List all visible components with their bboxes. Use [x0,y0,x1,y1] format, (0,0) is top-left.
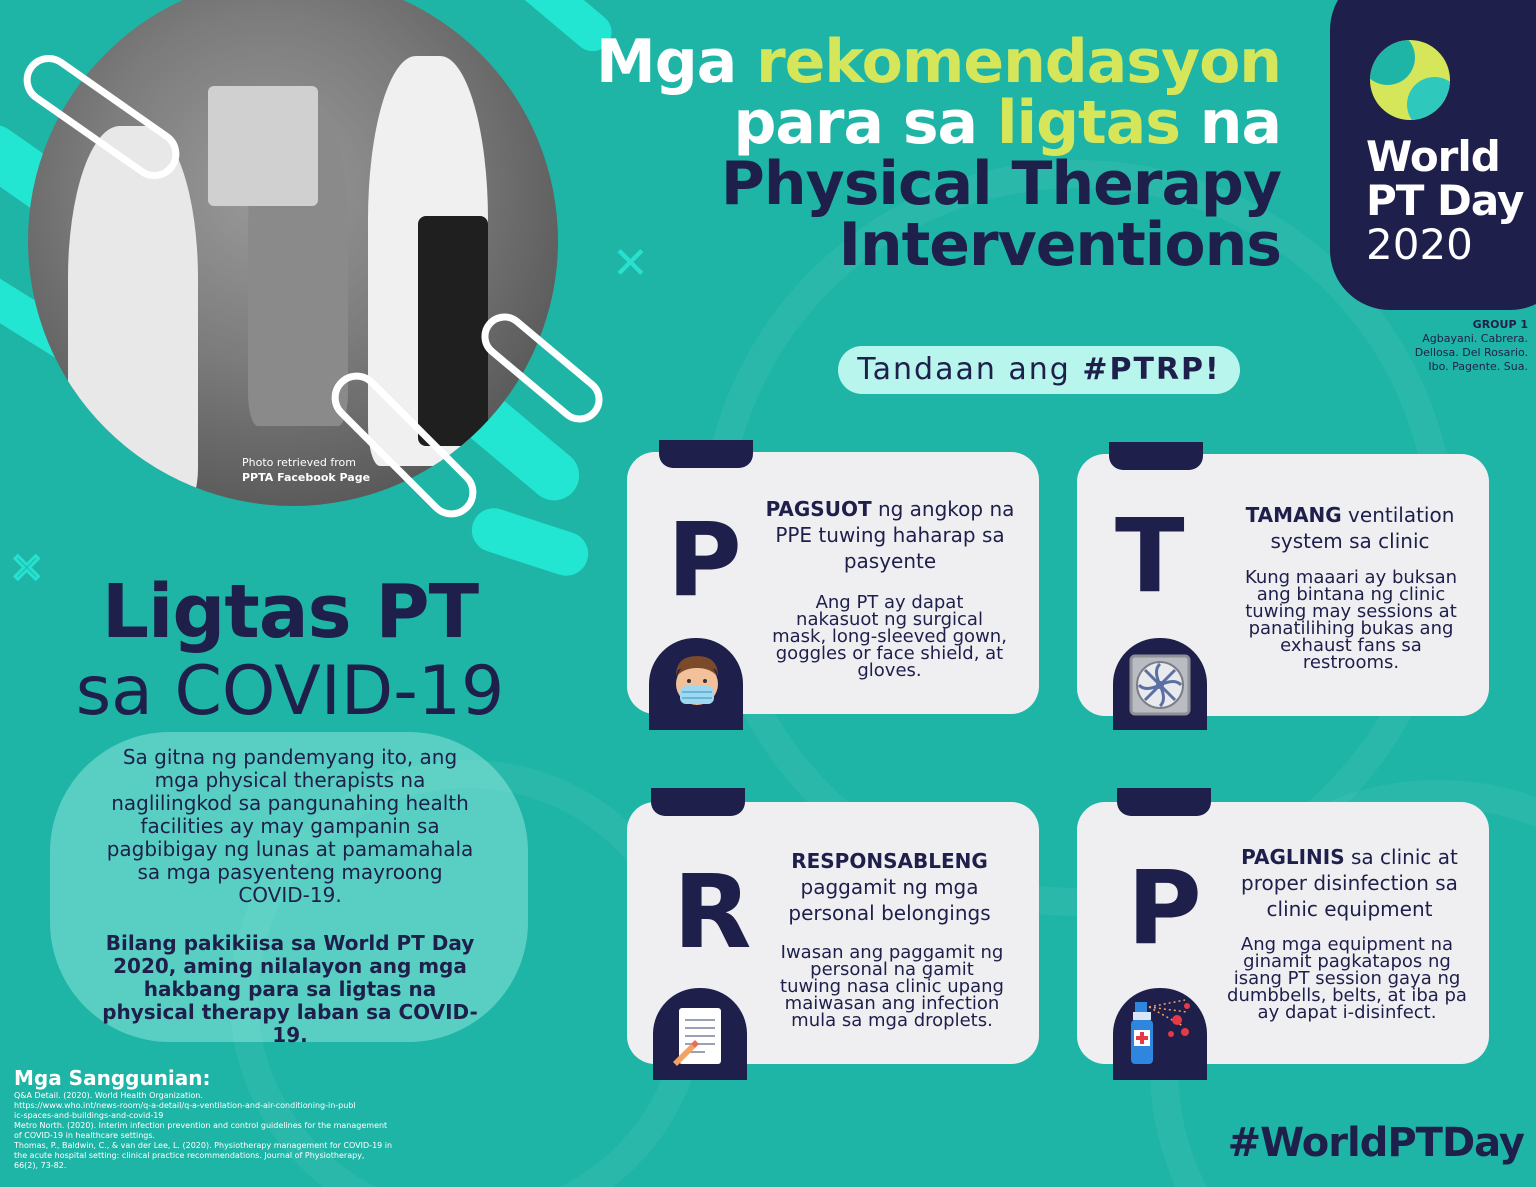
card-paglinis [1077,802,1489,1064]
closing-paragraph [100,932,480,1047]
card-letter: R [673,853,752,972]
main-title [596,27,1281,280]
card-heading-rest: ventilation system sa clinic [1270,503,1455,553]
group-label: GROUP 1 [1472,318,1528,331]
card-pagsuot [627,452,1039,714]
photo-aircon [208,86,318,206]
title-line4: Interventions [838,210,1281,280]
card-heading-bold: PAGLINIS [1241,845,1345,869]
card-letter: T [1115,497,1185,616]
card-letter: P [1127,849,1202,968]
card-tab [1109,442,1203,470]
photo-credit [242,455,370,485]
card-heading [1225,502,1475,554]
exhaust-fan-icon [1125,650,1195,720]
card-body: Ang mga equipment na ginamit pagkatapos ng isang PT session gaya ng dumbbells, belts, at iba pa ay dapat i-disinfect. [1227,934,1467,1023]
disinfectant-spray-icon [1125,998,1195,1068]
card-responsableng [627,802,1039,1064]
title-line3: Physical Therapy [720,149,1281,219]
group-names: Agbayani. Cabrera. [1422,332,1528,345]
card-heading-bold: TAMANG [1245,503,1342,527]
title-line1-b: rekomendasyon [756,27,1281,97]
group-credits [1415,318,1528,374]
photo-figure [418,216,488,446]
group-names: Dellosa. Del Rosario. [1414,346,1528,359]
card-heading [767,848,1012,926]
world-pt-day-hashtag: #WorldPTDay [1227,1120,1524,1166]
title-line2-c: na [1179,88,1281,158]
photo-patient-walking [28,0,558,506]
left-heading: Ligtas PT [101,569,479,655]
logo-line1: World [1366,132,1500,181]
card-letter: P [667,501,742,620]
group-names: Ibo. Pagente. Sua. [1428,360,1528,373]
closing-paragraph-b: World PT Day 2020, [113,931,475,978]
card-heading-bold: PAGSUOT [765,497,872,521]
x-mark-icon: ✕ [612,238,649,289]
title-line1-a: Mga [596,27,757,97]
card-heading [755,496,1025,574]
title-line2-a: para sa [733,88,997,158]
references-title: Mga Sanggunian: [14,1066,211,1090]
references-text: Q&A Detail. (2020). World Health Organization. https://www.who.int/news-room/q-a-detail/q-a-ventilation-and-air-conditioning-in-publ ic-spaces-and-buildings-and-covid-19 Metro North. (2020). Interim infection prevention and control guidelines for the management of COVID-19 in healthcare settings. Thomas, P., Baldwin, C., & van der Lee, L. (2020). Physiotherapy management for COVID-19 in the acute hospital setting: clinical practice recommendations. Journal of Physiotherapy, 66(2), 73-82. [14,1091,393,1170]
card-heading-bold: RESPONSABLENG [791,849,988,873]
pill-hashtag: #PTRP! [1082,352,1221,387]
logo-year: 2020 [1366,220,1473,269]
card-body: Ang PT ay dapat nakasuot ng surgical mask, long-sleeved gown, goggles or face shield, at gloves. [772,592,1007,681]
card-heading-rest: paggamit ng mga personal belongings [788,875,991,925]
card-heading [1227,844,1472,922]
ptrp-pill [838,346,1240,394]
masked-face-icon [662,650,732,720]
closing-paragraph-c: aming nilalayon ang mga hakbang para sa ligtas na physical therapy laban sa COVID-19. [102,954,478,1047]
title-line2-b: ligtas [996,88,1180,158]
photo-figure [68,126,198,506]
pill-text: Tandaan ang [857,352,1083,387]
world-pt-day-logo [1330,0,1536,310]
notepad-icon [665,1000,735,1070]
left-subheading: sa COVID-19 [75,652,505,731]
logo-mark-icon [1370,40,1450,120]
photo-credit-line2: PPTA Facebook Page [242,471,371,484]
card-tamang [1077,454,1489,716]
x-mark-icon: ✕ [10,546,44,592]
logo-text [1366,132,1524,225]
card-tab [659,440,753,468]
intro-paragraph: Sa gitna ng pandemyang ito, ang mga physical therapists na naglilingkod sa pangunahing health facilities ay may gampanin sa pagbibigay ng lunas at pamamahala sa mga pasyenteng mayroong COVID-19. [106,745,474,907]
card-tab [651,788,745,816]
card-heading-rest: sa clinic at proper disinfection sa clinic equipment [1241,845,1458,921]
logo-line2: PT Day [1366,176,1524,225]
photo-credit-line1: Photo retrieved from [242,456,356,469]
card-heading-rest: ng angkop na PPE tuwing haharap sa pasyente [775,497,1015,573]
card-body: Kung maaari ay buksan ang bintana ng clinic tuwing may sessions at panatilihing bukas ang exhaust fans sa restrooms. [1244,567,1458,673]
card-body: Iwasan ang paggamit ng personal na gamit tuwing nasa clinic upang maiwasan ang infection mula sa mga droplets. [780,942,1004,1031]
card-tab [1117,788,1211,816]
closing-paragraph-a: Bilang pakikiisa sa [105,931,324,955]
